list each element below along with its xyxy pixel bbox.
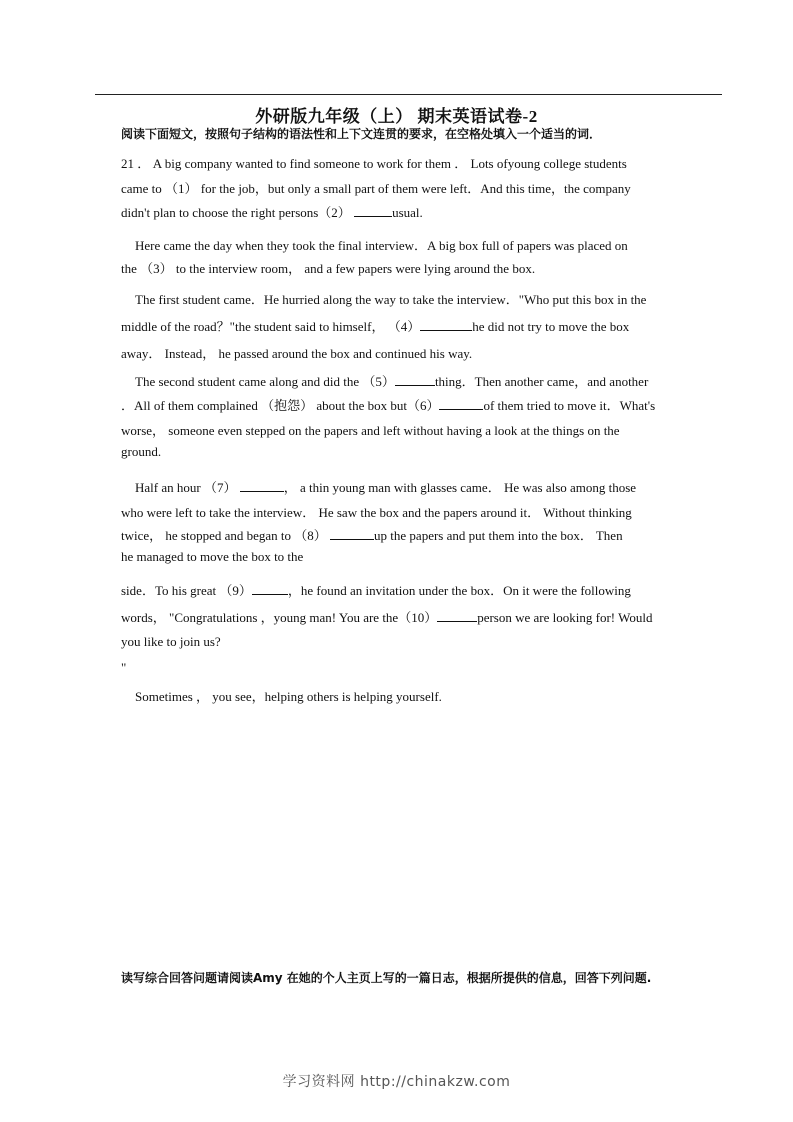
answer-blank-5[interactable]: [395, 374, 435, 386]
passage-line: [135, 477, 636, 496]
header-rule: [95, 94, 722, 95]
passage-text: worse， someone even stepped on the papers and left without having a look at the things on the: [121, 423, 620, 438]
answer-blank-10[interactable]: [437, 610, 477, 622]
passage-text: up the papers and put them into the box． Then: [374, 528, 623, 543]
section-heading-reading-writing: 读写综合回答问题请阅读Amy 在她的个人主页上写的一篇日志，根据所提供的信息，回答下列问题.: [121, 971, 652, 985]
passage-text: ．All of them complained （抱怨） about the box but（6）: [121, 398, 440, 413]
passage-line: [121, 580, 631, 599]
passage-text: he managed to move the box to the: [121, 549, 304, 564]
passage-text: the （3） to the interview room， and a few papers were lying around the box.: [121, 261, 536, 276]
passage-text: usual.: [392, 205, 423, 220]
passage-line: [135, 371, 648, 390]
passage-text: thing．Then another came，and another: [434, 374, 649, 389]
passage-text: you like to join us?: [121, 634, 221, 649]
passage-line: [121, 202, 423, 221]
passage-text: 21 ． A big company wanted to find someone to work for them ． Lots ofyoung college students: [121, 156, 627, 171]
answer-blank-7[interactable]: [240, 480, 284, 492]
passage-text: came to （1） for the job，but only a small part of them were left．And this time，the company: [121, 181, 631, 196]
passage-text: he did not try to move the box: [472, 319, 630, 334]
passage-line: [121, 525, 623, 544]
passage-text: ， a thin young man with glasses came． He was also among those: [283, 480, 637, 495]
passage-line: [121, 607, 652, 626]
passage-text: words， "Congratulations ，young man! You are the（10）: [121, 610, 438, 625]
passage-text: away． Instead， he passed around the box and continued his way.: [121, 346, 473, 361]
answer-blank-4[interactable]: [420, 319, 472, 331]
passage-line: [121, 395, 655, 414]
passage-line: [121, 258, 535, 277]
passage-line: [121, 316, 629, 335]
passage-line: [121, 549, 303, 565]
passage-line: [135, 235, 628, 254]
passage-text: Here came the day when they took the final interview．A big box full of papers was placed on: [135, 238, 628, 253]
passage-text: The first student came．He hurried along the way to take the interview．"Who put this box in the: [135, 292, 647, 307]
passage-line: [121, 420, 620, 439]
passage-text: who were left to take the interview． He saw the box and the papers around it． Without thinking: [121, 505, 632, 520]
passage-text: Half an hour （7）: [135, 480, 237, 495]
passage-text: ": [121, 660, 127, 675]
page-title: 外研版九年级（上） 期末英语试卷-2: [255, 107, 538, 126]
passage-line: [121, 660, 126, 676]
passage-line: [121, 178, 631, 197]
footer-watermark: 学习资料网 http://chinakzw.com: [282, 1074, 511, 1090]
passage-line: [121, 634, 221, 650]
answer-blank-6[interactable]: [439, 398, 483, 410]
passage-line: [121, 343, 472, 362]
answer-blank-2[interactable]: [354, 205, 392, 217]
passage-line: [121, 444, 161, 460]
passage-text: of them tried to move it．What's: [483, 398, 656, 413]
instruction-text: 阅读下面短文，按照句子结构的语法性和上下文连贯的要求，在空格处填入一个适当的词．: [121, 127, 602, 141]
passage-text: side．To his great （9）: [121, 583, 252, 598]
passage-text: ground.: [121, 444, 162, 459]
passage-line: [135, 289, 646, 308]
answer-blank-9[interactable]: [252, 583, 288, 595]
passage-line: [135, 686, 442, 705]
passage-text: middle of the road？"the student said to himself， （4）: [121, 319, 421, 334]
passage-text: ，he found an invitation under the box．On it were the following: [287, 583, 631, 598]
answer-blank-8[interactable]: [330, 528, 374, 540]
passage-text: The second student came along and did the （5）: [135, 374, 395, 389]
passage-line: [121, 502, 632, 521]
passage-line: [121, 153, 627, 172]
passage-text: person we are looking for! Would: [477, 610, 653, 625]
passage-text: didn't plan to choose the right persons（2）: [121, 205, 351, 220]
passage-text: Sometimes ， you see，helping others is helping yourself.: [135, 689, 442, 704]
passage-text: twice， he stopped and began to （8）: [121, 528, 327, 543]
